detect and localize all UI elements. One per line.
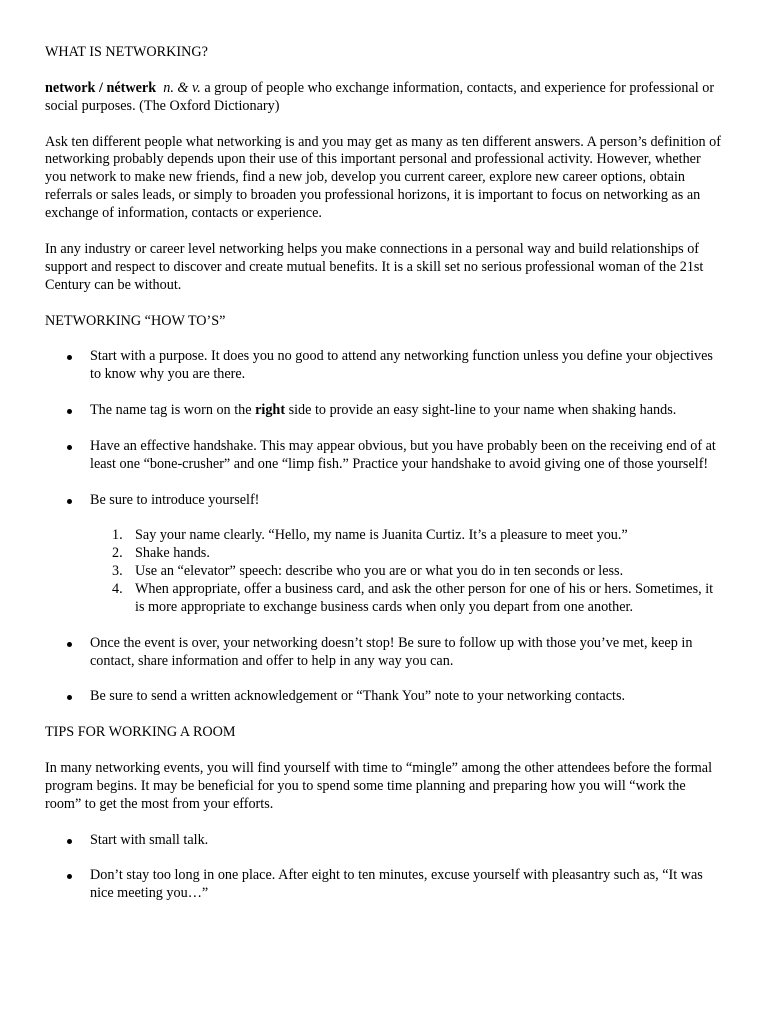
intro-paragraph: Ask ten different people what networking is and you may get as many as ten different answers. A person’s definition of networking probably depends upon their use of this important personal and professional activity. However, whether you network to make new friends, find a new job, develop you current career, explore new career options, obtain referrals or sales leads, or simply to broaden you professional horizons, it is important to focus on networking as an exchange of information, contacts or experience. (45, 133, 721, 222)
mingle-paragraph: In many networking events, you will find yourself with time to “mingle” among the other attendees before the formal program begins. It may be beneficial for you to spend some time planning and preparing how you will “work the room” to get the most from your efforts. (45, 760, 713, 812)
numbered-item (45, 563, 725, 581)
tips-list (45, 832, 725, 904)
bullet-icon (67, 642, 72, 647)
list-item (45, 492, 725, 510)
numbered-item-text: Say your name clearly. “Hello, my name is Juanita Curtiz. It’s a pleasure to meet you.” (135, 527, 628, 544)
definition-text: a group of people who exchange information, contacts, and experience for professional or social purposes. (The Oxford Dictionary) (45, 79, 715, 114)
industry-paragraph: In any industry or career level networking helps you make connections in a personal way and build relationships of support and respect to discover and create mutual benefits. It is a skill set no serious professional woman of the 21st Century can be without. (45, 240, 704, 293)
bullet-icon (67, 409, 72, 414)
bullet-icon (67, 839, 72, 844)
list-item-text: Once the event is over, your networking doesn’t stop! Be sure to follow up with those you’ve met, keep in contact, share information and offer to help in any way you can. (90, 634, 693, 669)
bullet-icon (67, 695, 72, 700)
list-item-text: Have an effective handshake. This may appear obvious, but you have probably been on the receiving end of at least one “bone-crusher” and one “limp fish.” Practice your handshake to avoid giving one of those yourself! (90, 437, 716, 472)
bullet-icon (67, 355, 72, 360)
list-item-text: Don’t stay too long in one place. After eight to ten minutes, excuse yourself with pleasantry such as, “It was nice meeting you…” (90, 867, 703, 902)
list-item (45, 438, 725, 474)
definition-paragraph (45, 80, 725, 116)
numbered-item-text: When appropriate, offer a business card, and ask the other person for one of his or hers. Sometimes, it is more appropriate to exchange business cards when only you depart from one another. (135, 581, 714, 615)
numbered-item-text: Use an “elevator” speech: describe who you are or what you do in ten seconds or less. (135, 563, 624, 580)
bullet-icon (67, 445, 72, 450)
item-number: 3. (112, 563, 123, 580)
list-item (45, 402, 725, 420)
numbered-item (45, 581, 725, 617)
list-item-text: Be sure to send a written acknowledgement or “Thank You” note to your networking contacts. (90, 688, 626, 705)
item-number: 4. (112, 581, 123, 598)
section-heading-how-tos: NETWORKING “HOW TO’S” (45, 312, 226, 329)
list-item (45, 635, 725, 671)
item-number: 1. (112, 527, 123, 544)
list-item-text: side to provide an easy sight-line to your name when shaking hands. (285, 402, 677, 419)
numbered-list (45, 527, 725, 617)
definition-word: network / nétwerk (45, 79, 157, 96)
document-page (45, 44, 725, 921)
list-item-text: Start with a purpose. It does you no good to attend any networking function unless you define your objectives to know why you are there. (90, 348, 713, 383)
list-item-text: The name tag is worn on the (90, 402, 256, 419)
how-to-list (45, 348, 725, 509)
item-number: 2. (112, 545, 123, 562)
introduction-steps (45, 527, 725, 617)
list-item-text: Be sure to introduce yourself! (90, 491, 260, 508)
list-item (45, 867, 725, 903)
list-item (45, 348, 725, 384)
list-item-text: Start with small talk. (90, 831, 209, 848)
numbered-item-text: Shake hands. (135, 545, 210, 562)
section-heading-what-is-networking: WHAT IS NETWORKING? (45, 44, 208, 60)
bullet-icon (67, 874, 72, 879)
list-item (45, 832, 725, 850)
emphasis-right: right (255, 402, 286, 419)
numbered-item (45, 545, 725, 563)
bullet-icon (67, 499, 72, 504)
how-to-list-continued (45, 635, 725, 707)
section-heading-working-a-room: TIPS FOR WORKING A ROOM (45, 724, 236, 741)
definition-part-of-speech: n. & v. (163, 79, 201, 96)
numbered-item (45, 527, 725, 545)
list-item (45, 688, 725, 706)
